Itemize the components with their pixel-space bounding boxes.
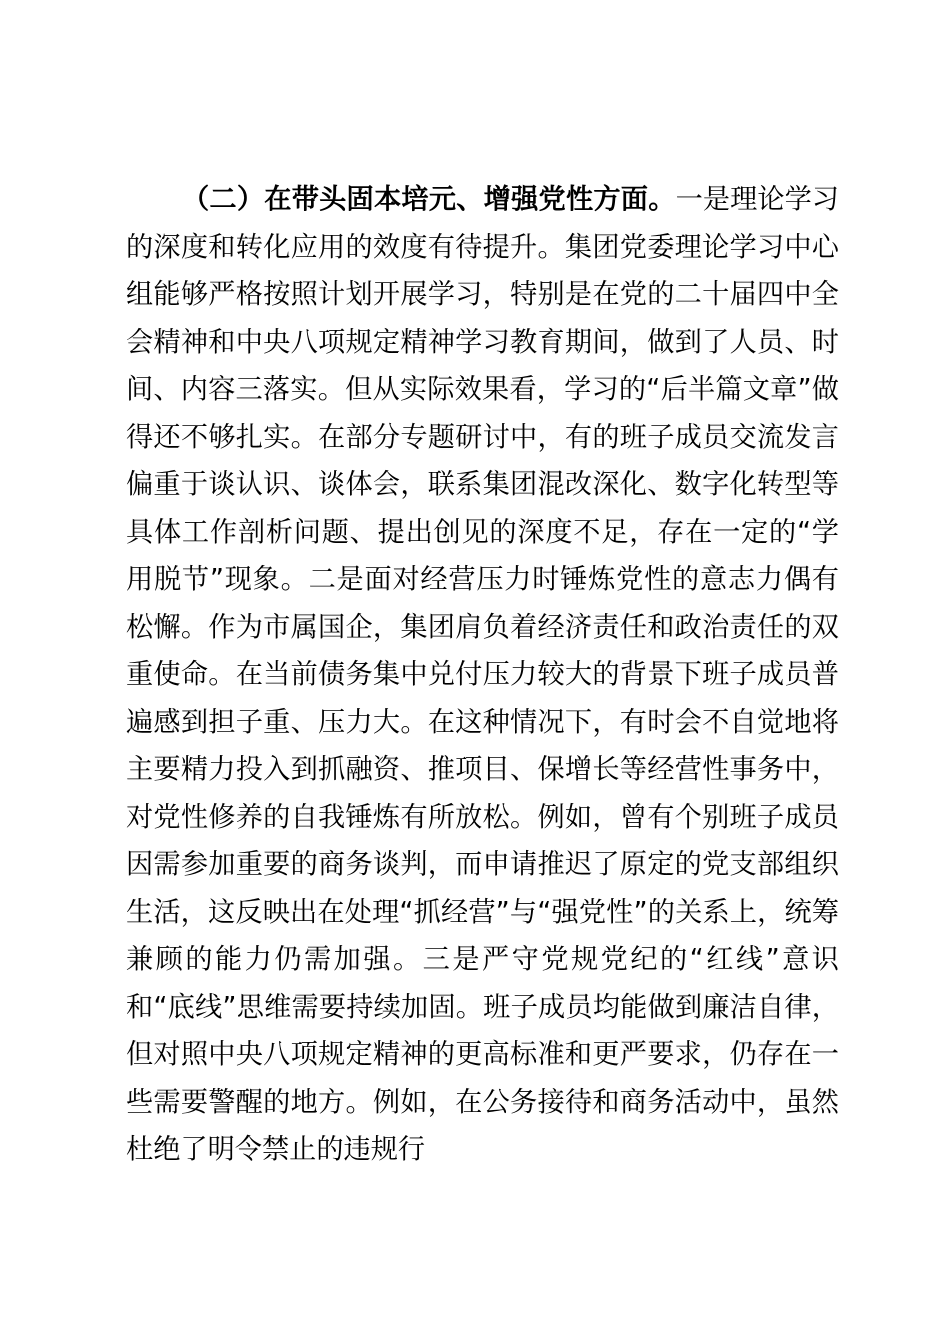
section-body-text: 一是理论学习的深度和转化应用的效度有待提升。集团党委理论学习中心组能够严格按照计划开展学习，特别是在党的二十届四中全会精神和中央八项规定精神学习教育期间，做到了人员、时间、内容三落实。但从实际效果看，学习的“后半篇文章”做得还不够扎实。在部分专题研讨中，有的班子成员交流发言偏重于谈认识、谈体会，联系集团混改深化、数字化转型等具体工作剖析问题、提出创见的深度不足，存在一定的“学用脱节”现象。二是面对经营压力时锤炼党性的意志力偶有松懈。作为市属国企，集团肩负着经济责任和政治责任的双重使命。在当前债务集中兑付压力较大的背景下班子成员普遍感到担子重、压力大。在这种情况下，有时会不自觉地将主要精力投入到抓融资、推项目、保增长等经营性事务中，对党性修养的自我锤炼有所放松。例如，曾有个别班子成员因需参加重要的商务谈判，而申请推迟了原定的党支部组织生活，这反映出在处理“抓经营”与“强党性”的关系上，统筹兼顾的能力仍需加强。三是严守党规党纪的“红线”意识和“底线”思维需要持续加固。班子成员均能做到廉洁自律，但对照中央八项规定精神的更高标准和更严要求，仍存在一些需要警醒的地方。例如，在公务接待和商务活动中，虽然杜绝了明令禁止的违规行	[126, 184, 839, 1165]
section-paragraph	[126, 176, 839, 1174]
text-column	[126, 176, 839, 1174]
section-heading: （二）在带头固本培元、增强党性方面。	[182, 184, 676, 215]
